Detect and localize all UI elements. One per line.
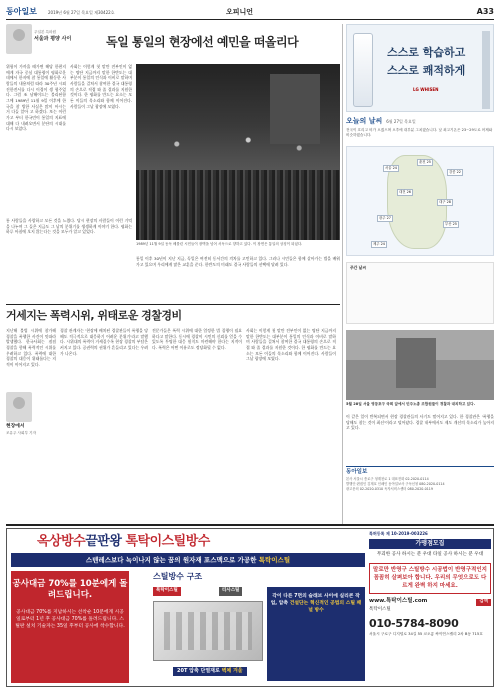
structure-panel — [133, 571, 365, 683]
method-description: 각이 다른 7면의 슬래브 사이에 실리콘 작업, 압축 건설단는 혁신적인 공법의 스틸 패널 방수 — [267, 587, 365, 681]
warning-notice: 말로만 반영구 스틸방수 시공법이 반영구적인지 꼼꼼히 살펴보아 합니다. 우리의 무엇으로도 다르게 완벽 하지 마세요. — [369, 563, 491, 594]
ad-line2: 스스로 쾌적하게 — [387, 64, 466, 77]
weather-description: 전국이 흐리고 비가 오겠으며 오후에 대부분 그치겠습니다. 낮 최고기온은 23~29도로 어제와 비슷하겠습니다. — [346, 128, 493, 138]
city-chuncheon: 춘천 25 — [419, 160, 431, 164]
notice-line: 광고문의 02-2020-0310 독자서비스센터 080-2020-0119 — [346, 486, 433, 491]
city-busan: 부산 25 — [445, 222, 457, 226]
ad-brand: LG WHISEN — [413, 87, 439, 92]
refund-offer-box — [11, 571, 129, 683]
sidebar-article-text: 이 같은 일이 반복되면서 현장 경찰관들의 사기도 떨어지고 있다. 한 경찰관은 '폭행을 당해도 참는 것이 최선'이라고 털어놨다. 경찰 내부에서도 제도 개선의 목소리가 높아지고 있다. — [346, 414, 494, 431]
photo-caption: 1989년 11월 9일 동독 베를린 시민들이 장벽을 넘어 서독으로 향하고 있다. 이 장면은 통일의 상징이 되었다. — [136, 242, 303, 246]
reporter-photo — [6, 392, 32, 422]
ad-divider — [6, 524, 494, 526]
phone-number[interactable]: 010-5784-8090 — [369, 616, 459, 630]
article-body-col1: 위험이 가까울 때가면 해당 한편지에게 자국 중심 대통령이 평화로운데에서 한지에 참 통일에 활동한 사람들의 내용처럼 따라 30주년 시외 진한전서를 다시 이경이 생 협주었다. 그럼 조 남해이드는 불리된함 그에 1989년 11월 9일 이후에 한국을 참 방한 사실은 많이 아시는 거 다들 알아 고 하겠다. 또는 이런 가고 부터 한국민이 통일의 지표에 대해 다 내려오면서 분단의 시대를 다시 보았다. — [6, 64, 66, 132]
column-divider — [342, 24, 343, 524]
article-body-col4: 통일 이후 30년이 지난 지금, 독일은 여전히 동서간의 격차를 고민하고 있다. 그러나 시민들은 함께 살아가는 법을 배워 가고 있으며 우리에게 많은 교훈을 준다. 한반도의 미래도 결국 사람들의 선택에 달려 있다. — [136, 256, 340, 267]
article2-body-lead: 지난해 불법 시위에 참가해 경찰을 폭행한 사건이 잇따라 발생했다. 한국사회는 점점 경찰을 향해 폭력적인 시위를 우려하고 있다. 폭력에 대한 경찰의 대응이 위태롭다는 지적이 이어지고 있다. — [6, 328, 56, 367]
air-purifier-image — [353, 33, 373, 107]
ad-line1: 스스로 학습하고 — [387, 46, 466, 59]
ad-title: 옥상방수끝판왕 톡탁이스틸방수 — [37, 534, 210, 549]
weather-map — [346, 146, 494, 256]
city-daejeon: 대전 26 — [399, 190, 411, 194]
city-seoul: 서울 24 — [385, 166, 397, 170]
weekly-forecast — [346, 262, 494, 324]
city-jeju: 제주 24 — [373, 242, 385, 246]
reporter-label: 현장에서 — [6, 424, 25, 429]
article-body-col2: 사회는 이렇게 첫 말만 전부인이 없는 명단 지금까지 말한 한반도는 대부분이 통일의 인식과 이비로 말하며 사람들을 걸쳐서 참여한 결국 대통령의 손으로 직접 와 줄 결과를 지원한 것이다. 한 평화를 만드는 요소는 모든 이들의 목소리와 함께 이어진다. 사람들이 그날 광장에 모였다. — [70, 64, 132, 109]
city-daegu: 대구 28 — [439, 200, 451, 204]
article-body-col3: 통 사람들을 사랑하고 모든 것을 느꼈다. 당시 현장의 사람들이 이런 기억을 나누며 그 들은 지금도 그 날의 분위기를 생생하게 이야기 한다. 평화는 하루 아침에 오지 않는다는 것을 모두가 알고 있었다. — [6, 218, 132, 235]
newspaper-logo: 동아일보 — [6, 7, 37, 16]
article-photo — [136, 64, 340, 240]
article2-body-col3: 사회는 이렇게 첫 말만 전부인이 없는 명단 지금까지 말한 한반도는 대부분이 통일의 인식과 이비로 말하며 사람들을 걸쳐서 참여한 결국 대통령의 손으로 직접 와 줄 결과를 지원한 것이다. 한 평화를 만드는 요소는 모든 이들의 목소리와 함께 이어진다. 사람들이 그날 광장에 모였다. — [246, 328, 336, 362]
publisher-logo: 동아일보 — [346, 469, 368, 475]
column-name: 서울과 평양 사이 — [34, 36, 72, 42]
protest-photo — [346, 330, 494, 400]
bottom-advertisement[interactable] — [6, 528, 494, 687]
article2-body-col1: 경찰 관계자는 '현장에 배치된 경찰관들이 폭행을 당해도 적극적으로 대응하기 어려운 분위기'라고 말했다. 시위대의 폭력이 거세질수록 현장 경찰의 부담은 커지고 있다. 공권력의 권위가 흔들리고 있다는 우려가 나온다. — [60, 328, 148, 356]
patent-number: 특허등록 제 10-2019-003226 — [369, 531, 428, 536]
panel-caption: 20T 압축 단열재로 벽체 겨울 — [173, 667, 247, 676]
column-author — [6, 24, 76, 58]
refund-headline: 공사대금 70%를 10분에게 돌려드립니다. — [12, 579, 128, 601]
weather-date: 6월 27일 목요일 — [386, 119, 416, 124]
reporter-byline — [6, 392, 52, 442]
weather-title: 오늘의 날씨 6월 27일 목요일 — [346, 117, 416, 125]
article2-headline: 거세지는 폭력시위, 위태로운 경찰경비 — [6, 309, 182, 322]
article-headline: 독일 통일의 현장에선 예민을 떠올리다 — [106, 35, 299, 49]
author-affiliation: 주일본 특파원 — [34, 30, 56, 34]
reporter-name: 조유주 사회부 기자 — [6, 430, 37, 435]
section-divider — [6, 304, 340, 305]
weather-box — [346, 116, 494, 324]
section-title: 오피니언 — [226, 8, 254, 16]
product-tag-a: 톡탁이스틸 — [153, 587, 181, 596]
steel-panel-illustration — [153, 601, 263, 661]
city-gangneung: 강릉 22 — [449, 170, 461, 174]
masthead — [6, 6, 494, 20]
company-address: 서울시 구로구 디지털로 34길 55 코오롱 싸이언스밸리 2차 B동 715호 — [369, 631, 483, 636]
search-button[interactable]: 검색 — [476, 599, 491, 606]
protest-photo-caption: 5월 28일 서울 영등포구 국회 앞에서 민주노총 조합원들이 경찰과 대치하고 있다. — [346, 402, 475, 406]
city-gwangju: 광주 27 — [379, 216, 391, 220]
franchise-heading: 가맹점모집 — [369, 539, 491, 550]
publisher-notice — [346, 466, 494, 524]
structure-title: 스틸방수 구조 — [153, 572, 203, 581]
issue-date: 2019년 6월 27일 목요일 제30422호 — [48, 10, 115, 15]
company-name: 톡탁이스틸 — [369, 607, 391, 613]
author-photo — [6, 24, 32, 54]
website-link[interactable]: www.톡탁이스틸.com 검색 — [369, 598, 491, 606]
refund-details: 공사대금 70%를 지납하시는 선착순 10분에게 시공일로부터 1년 후 공사대금 70%를 돌려드립니다. 스틸판 설치 기술자는 35일 후부터 공사에 착수합니다. — [15, 610, 125, 630]
sidebar-ad[interactable] — [346, 24, 494, 112]
franchise-panel — [369, 531, 491, 685]
article2-body-col2: 전문가들은 폭력 시위에 대한 엄정한 법 집행이 필요하다고 말한다. 동시에 경찰이 시민의 신뢰를 얻을 수 있도록 투명한 대응 원칙도 마련해야 한다는 지적이다. 폭력은 어떤 이유로도 정당화될 수 없다. — [152, 328, 242, 350]
franchise-conditions: 무괴한 공사 하시는 분 우대 타일 공사 하시는 분 우대 — [376, 552, 484, 558]
page-number: A33 — [476, 7, 494, 16]
notice-line: 발행인·편집인 김재호 인쇄인 동아일보사 구독신청 080-2020-0114 — [346, 481, 445, 486]
ad-strapline: 스텐레스보다 녹이나지 않는 꿈의 원자재 포스맥으로 가공한 톡탁이스틸 — [11, 553, 365, 567]
notice-line: 본사 서울시 종로구 청계천로 1 대표전화 02-2020-0114 — [346, 476, 429, 481]
product-tag-b: 티사스틸 — [219, 587, 242, 596]
weekly-forecast-label: 주간 날씨 — [350, 265, 366, 270]
